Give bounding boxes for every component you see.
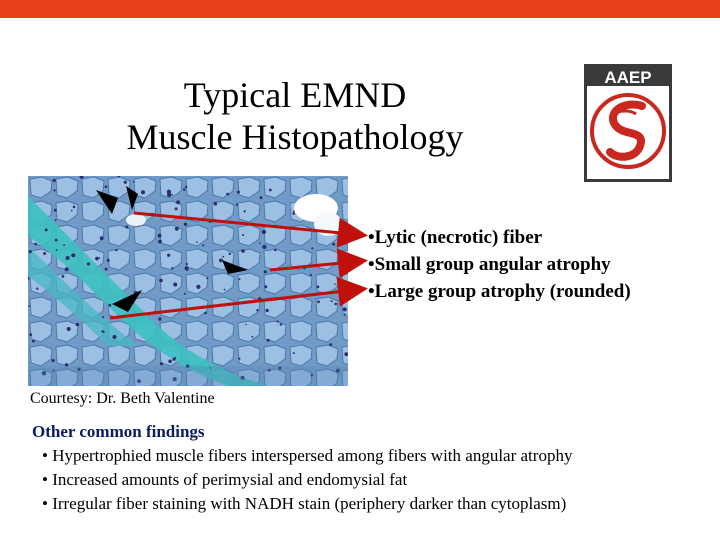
findings-section xyxy=(32,420,572,516)
findings-item: • Increased amounts of perimysial and endomysial fat xyxy=(32,468,572,492)
callout-item: • Lytic (necrotic) fiber xyxy=(368,224,631,251)
top-accent-bar xyxy=(0,0,720,18)
logo-text: AAEP xyxy=(604,68,652,87)
title-line-1: Typical EMND xyxy=(183,75,407,115)
callout-list xyxy=(368,224,631,305)
findings-heading: Other common findings xyxy=(32,422,205,441)
slide-title xyxy=(60,74,530,158)
muscle-micrograph xyxy=(28,176,348,386)
callout-item: • Small group angular atrophy xyxy=(368,251,631,278)
image-credit: Courtesy: Dr. Beth Valentine xyxy=(30,390,215,407)
title-line-2: Muscle Histopathology xyxy=(126,117,464,157)
findings-item: • Hypertrophied muscle fibers interspersed among fibers with angular atrophy xyxy=(32,444,572,468)
findings-item: • Irregular fiber staining with NADH stain (periphery darker than cytoplasm) xyxy=(32,492,572,516)
aaep-logo xyxy=(584,64,672,182)
callout-item: • Large group atrophy (rounded) xyxy=(368,278,631,305)
